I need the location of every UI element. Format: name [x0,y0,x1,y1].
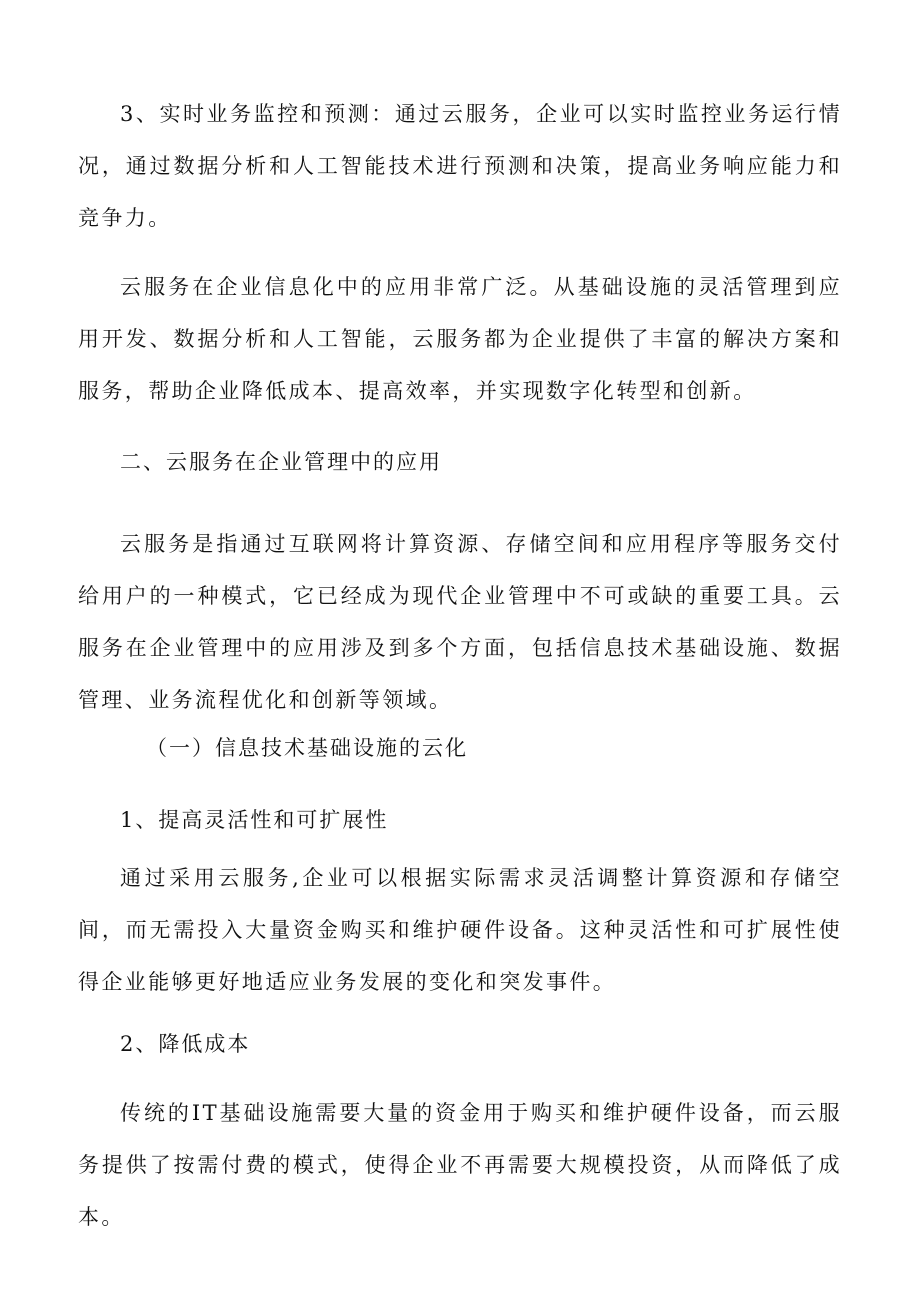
item-heading-cost: 2、降低成本 [120,1032,251,1056]
paragraph-realtime-monitoring: 3、实时业务监控和预测：通过云服务，企业可以实时监控业务运行情况，通过数据分析和人工智能技术进行预测和决策，提高业务响应能力和竞争力。 [78,102,842,230]
subsection-heading-infrastructure: （一）信息技术基础设施的云化 [146,736,468,760]
item-heading-flexibility: 1、提高灵活性和可扩展性 [120,808,389,832]
paragraph-cost: 传统的IT基础设施需要大量的资金用于购买和维护硬件设备，而云服务提供了按需付费的模式，使得企业不再需要大规模投资，从而降低了成本。 [78,1101,842,1229]
paragraph-cloud-application-summary: 云服务在企业信息化中的应用非常广泛。从基础设施的灵活管理到应用开发、数据分析和人工智能，云服务都为企业提供了丰富的解决方案和服务，帮助企业降低成本、提高效率，并实现数字化转型和创新。 [78,275,842,403]
paragraph-flexibility: 通过采用云服务,企业可以根据实际需求灵活调整计算资源和存储空间，而无需投入大量资金购买和维护硬件设备。这种灵活性和可扩展性使得企业能够更好地适应业务发展的变化和突发事件。 [78,866,842,994]
section-heading-cloud-management: 二、云服务在企业管理中的应用 [120,450,442,474]
paragraph-cloud-definition: 云服务是指通过互联网将计算资源、存储空间和应用程序等服务交付给用户的一种模式，它已经成为现代企业管理中不可或缺的重要工具。云服务在企业管理中的应用涉及到多个方面，包括信息技术基础设施、数据管理、业务流程优化和创新等领域。 [78,532,842,712]
